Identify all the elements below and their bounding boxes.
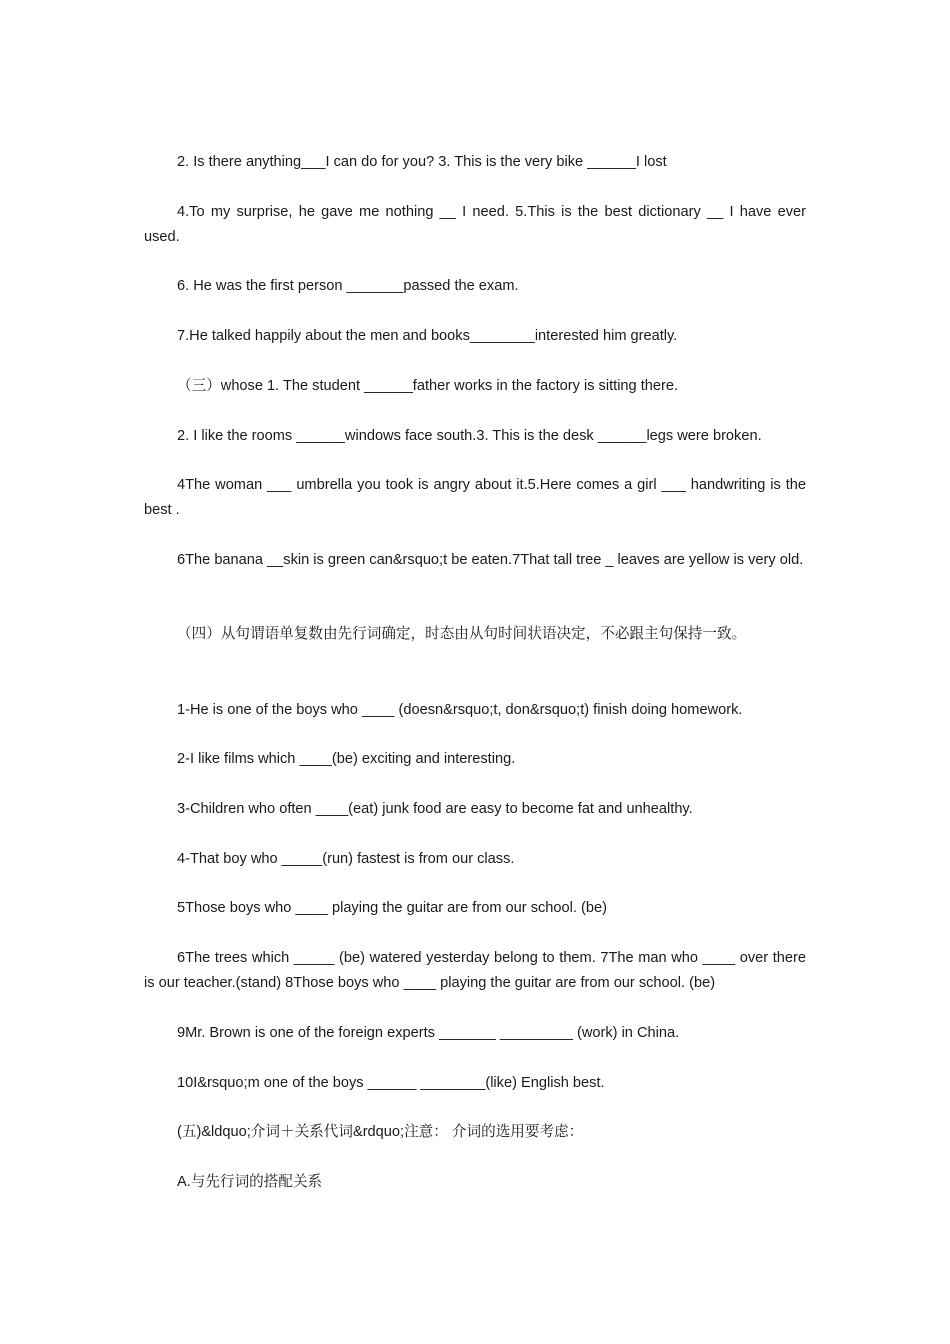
paragraph-agreement-1: 1-He is one of the boys who ____ (doesn&rsquo;t, don&rsquo;t) finish doing homework.	[177, 702, 743, 718]
section-heading-whose: （三）whose 1. The student ______father works in the factory is sitting there.	[177, 378, 679, 394]
section-heading-agreement: （四）从句谓语单复数由先行词确定，时态由从句时间状语决定，不必跟主句保持一致。	[177, 626, 747, 642]
paragraph-exercise-4-5: 4.To my surprise, he gave me nothing __ I need. 5.This is the best dictionary __ I have ever used.	[144, 204, 806, 245]
paragraph-agreement-5: 5Those boys who ____ playing the guitar are from our school. (be)	[177, 900, 607, 916]
paragraph-agreement-3: 3-Children who often ____(eat) junk food are easy to become fat and unhealthy.	[177, 801, 693, 817]
paragraph-agreement-4: 4-That boy who _____(run) fastest is from our class.	[177, 851, 515, 867]
paragraph-whose-6-7: 6The banana __skin is green can&rsquo;t be eaten.7That tall tree _ leaves are yellow is very old.	[177, 552, 804, 568]
paragraph-agreement-10: 10I&rsquo;m one of the boys ______ ________(like) English best.	[177, 1075, 605, 1091]
paragraph-exercise-6: 6. He was the first person _______passed the exam.	[177, 278, 519, 294]
paragraph-agreement-9: 9Mr. Brown is one of the foreign experts _______ _________ (work) in China.	[177, 1025, 680, 1041]
paragraph-whose-2-3: 2. I like the rooms ______windows face south.3. This is the desk ______legs were broken.	[177, 428, 762, 444]
paragraph-agreement-6-8: 6The trees which _____ (be) watered yesterday belong to them. 7The man who ____ over there is our teacher.(stand) 8Those boys who ____ playing the guitar are from our school. (be)	[144, 950, 806, 991]
paragraph-whose-4-5: 4The woman ___ umbrella you took is angry about it.5.Here comes a girl ___ handwriting is the best .	[144, 477, 806, 518]
paragraph-exercise-7: 7.He talked happily about the men and books________interested him greatly.	[177, 328, 678, 344]
paragraph-agreement-2: 2-I like films which ____(be) exciting and interesting.	[177, 751, 516, 767]
paragraph-preposition-a: A.与先行词的搭配关系	[177, 1174, 323, 1190]
section-heading-preposition: (五)&ldquo;介词＋关系代词&rdquo;注意： 介词的选用要考虑：	[177, 1124, 584, 1140]
paragraph-exercise-2-3: 2. Is there anything___I can do for you? 3. This is the very bike ______I lost	[177, 154, 667, 170]
